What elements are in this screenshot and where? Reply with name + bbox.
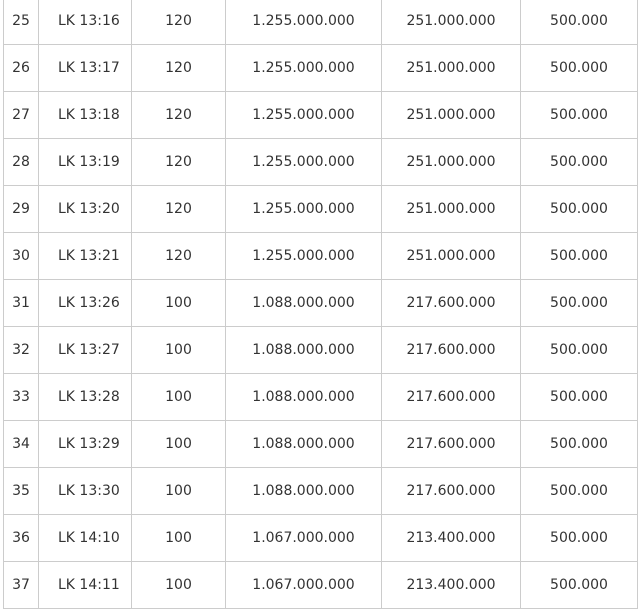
table-row	[4, 45, 638, 92]
total-price-cell: 1.255.000.000	[226, 92, 382, 139]
fee-cell: 500.000	[521, 421, 638, 468]
row-number-cell: 35	[4, 468, 39, 515]
deposit-cell: 213.400.000	[382, 562, 521, 609]
fee-cell: 500.000	[521, 233, 638, 280]
area-cell: 100	[132, 374, 226, 421]
fee-cell: 500.000	[521, 327, 638, 374]
fee-cell: 500.000	[521, 186, 638, 233]
area-cell: 100	[132, 515, 226, 562]
lot-code-cell: LK 13:17	[39, 45, 132, 92]
price-table	[3, 0, 638, 609]
row-number-cell: 33	[4, 374, 39, 421]
table-row	[4, 374, 638, 421]
area-cell: 100	[132, 280, 226, 327]
row-number-cell: 27	[4, 92, 39, 139]
total-price-cell: 1.255.000.000	[226, 233, 382, 280]
row-number-cell: 32	[4, 327, 39, 374]
area-cell: 120	[132, 45, 226, 92]
deposit-cell: 251.000.000	[382, 233, 521, 280]
total-price-cell: 1.067.000.000	[226, 515, 382, 562]
total-price-cell: 1.088.000.000	[226, 374, 382, 421]
table-row	[4, 233, 638, 280]
fee-cell: 500.000	[521, 45, 638, 92]
deposit-cell: 217.600.000	[382, 421, 521, 468]
deposit-cell: 251.000.000	[382, 0, 521, 45]
lot-code-cell: LK 13:29	[39, 421, 132, 468]
total-price-cell: 1.067.000.000	[226, 562, 382, 609]
area-cell: 120	[132, 139, 226, 186]
fee-cell: 500.000	[521, 0, 638, 45]
table-row	[4, 139, 638, 186]
row-number-cell: 28	[4, 139, 39, 186]
lot-code-cell: LK 13:18	[39, 92, 132, 139]
fee-cell: 500.000	[521, 562, 638, 609]
deposit-cell: 217.600.000	[382, 327, 521, 374]
lot-code-cell: LK 13:19	[39, 139, 132, 186]
area-cell: 100	[132, 562, 226, 609]
table-row	[4, 327, 638, 374]
fee-cell: 500.000	[521, 280, 638, 327]
area-cell: 120	[132, 233, 226, 280]
total-price-cell: 1.088.000.000	[226, 421, 382, 468]
area-cell: 100	[132, 327, 226, 374]
price-table-container	[3, 0, 637, 609]
fee-cell: 500.000	[521, 515, 638, 562]
lot-code-cell: LK 13:21	[39, 233, 132, 280]
fee-cell: 500.000	[521, 139, 638, 186]
table-row	[4, 468, 638, 515]
deposit-cell: 251.000.000	[382, 45, 521, 92]
total-price-cell: 1.255.000.000	[226, 186, 382, 233]
fee-cell: 500.000	[521, 468, 638, 515]
total-price-cell: 1.088.000.000	[226, 327, 382, 374]
area-cell: 100	[132, 421, 226, 468]
total-price-cell: 1.255.000.000	[226, 45, 382, 92]
area-cell: 120	[132, 186, 226, 233]
table-row	[4, 421, 638, 468]
deposit-cell: 251.000.000	[382, 139, 521, 186]
area-cell: 100	[132, 468, 226, 515]
price-table-body	[4, 0, 638, 609]
lot-code-cell: LK 14:11	[39, 562, 132, 609]
row-number-cell: 36	[4, 515, 39, 562]
row-number-cell: 30	[4, 233, 39, 280]
fee-cell: 500.000	[521, 92, 638, 139]
table-row	[4, 186, 638, 233]
row-number-cell: 31	[4, 280, 39, 327]
deposit-cell: 251.000.000	[382, 92, 521, 139]
table-row	[4, 92, 638, 139]
row-number-cell: 25	[4, 0, 39, 45]
lot-code-cell: LK 13:30	[39, 468, 132, 515]
deposit-cell: 217.600.000	[382, 374, 521, 421]
table-row	[4, 562, 638, 609]
deposit-cell: 213.400.000	[382, 515, 521, 562]
area-cell: 120	[132, 92, 226, 139]
lot-code-cell: LK 13:28	[39, 374, 132, 421]
lot-code-cell: LK 14:10	[39, 515, 132, 562]
deposit-cell: 251.000.000	[382, 186, 521, 233]
area-cell: 120	[132, 0, 226, 45]
lot-code-cell: LK 13:20	[39, 186, 132, 233]
table-row	[4, 280, 638, 327]
lot-code-cell: LK 13:27	[39, 327, 132, 374]
lot-code-cell: LK 13:26	[39, 280, 132, 327]
total-price-cell: 1.255.000.000	[226, 0, 382, 45]
deposit-cell: 217.600.000	[382, 280, 521, 327]
row-number-cell: 29	[4, 186, 39, 233]
row-number-cell: 26	[4, 45, 39, 92]
fee-cell: 500.000	[521, 374, 638, 421]
deposit-cell: 217.600.000	[382, 468, 521, 515]
total-price-cell: 1.088.000.000	[226, 468, 382, 515]
total-price-cell: 1.088.000.000	[226, 280, 382, 327]
row-number-cell: 34	[4, 421, 39, 468]
table-row	[4, 0, 638, 45]
table-row	[4, 515, 638, 562]
row-number-cell: 37	[4, 562, 39, 609]
lot-code-cell: LK 13:16	[39, 0, 132, 45]
total-price-cell: 1.255.000.000	[226, 139, 382, 186]
